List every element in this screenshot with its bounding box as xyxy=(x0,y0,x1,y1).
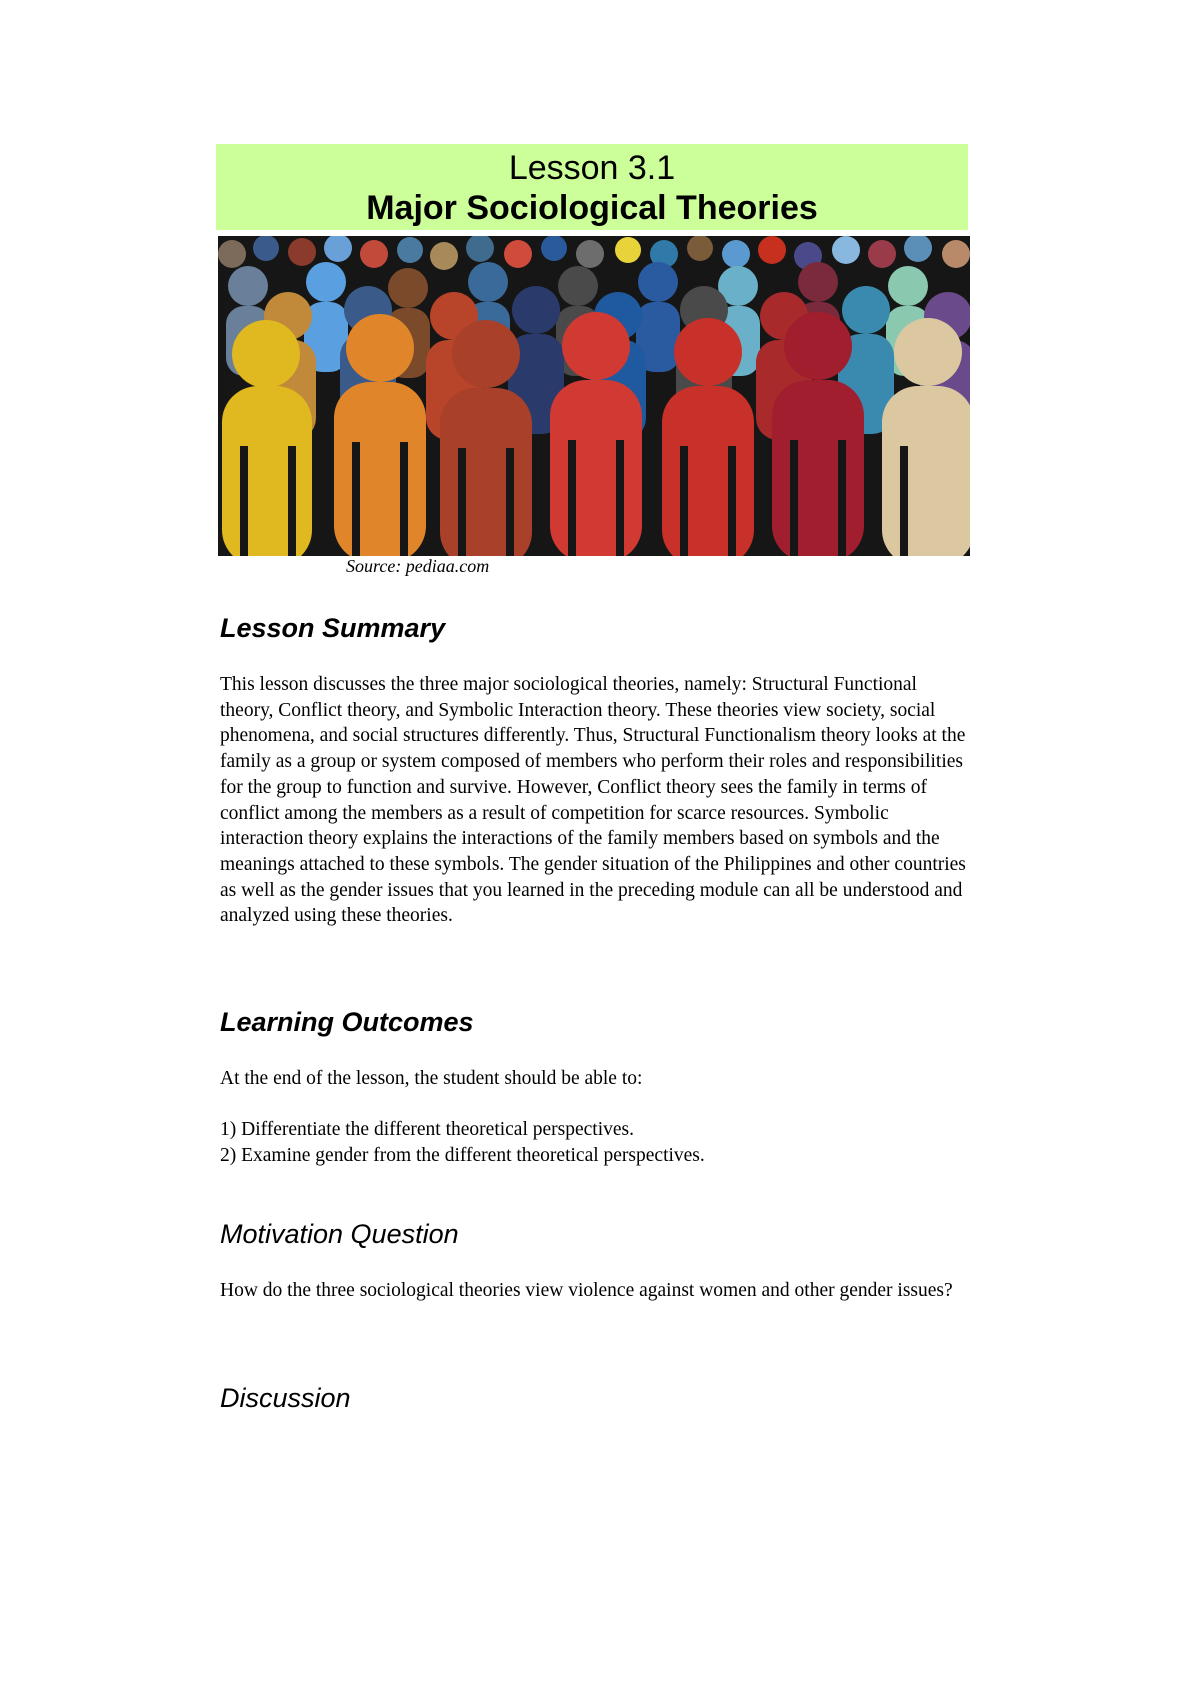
lesson-title-banner xyxy=(216,144,968,230)
lesson-summary-text xyxy=(220,672,972,929)
motivation-question-heading: Motivation Question xyxy=(220,1219,459,1249)
image-source-caption: Source: pediaa.com xyxy=(346,556,490,576)
learning-outcomes-list xyxy=(220,1117,972,1168)
crowd-of-people-illustration xyxy=(218,236,970,556)
lesson-title: Major Sociological Theories xyxy=(366,189,818,227)
list-item: 2) Examine gender from the different theoretical perspectives. xyxy=(220,1144,705,1166)
learning-outcomes-intro-text: At the end of the lesson, the student should be able to: xyxy=(220,1068,643,1089)
motivation-question-text xyxy=(220,1278,972,1304)
learning-outcomes-heading: Learning Outcomes xyxy=(220,1007,474,1037)
lesson-number: Lesson 3.1 xyxy=(508,149,676,187)
discussion-heading: Discussion xyxy=(220,1383,351,1413)
lesson-summary-paragraph: This lesson discusses the three major sociological theories, namely: Structural Functional theory, Conflict theory, and Symbolic Interaction theory. These theories view society, social phenomena, and social structures differently. Thus, Structural Functionalism theory looks at the family as a group or system composed of members who perform their roles and responsibilities for the group to function and survive. However, Conflict theory sees the family in terms of conflict among the members as a result of competition for scarce resources. Symbolic interaction theory explains the interactions of the family members based on symbols and the meanings attached to these symbols. The gender situation of the Philippines and other countries as well as the gender issues that you learned in the preceding module can all be understood and analyzed using these theories. xyxy=(220,674,966,927)
list-item: 1) Differentiate the different theoretical perspectives. xyxy=(220,1119,635,1140)
lesson-summary-heading: Lesson Summary xyxy=(220,613,446,643)
motivation-question-paragraph: How do the three sociological theories view violence against women and other gender issues? xyxy=(220,1280,953,1301)
learning-outcomes-intro xyxy=(220,1066,972,1092)
